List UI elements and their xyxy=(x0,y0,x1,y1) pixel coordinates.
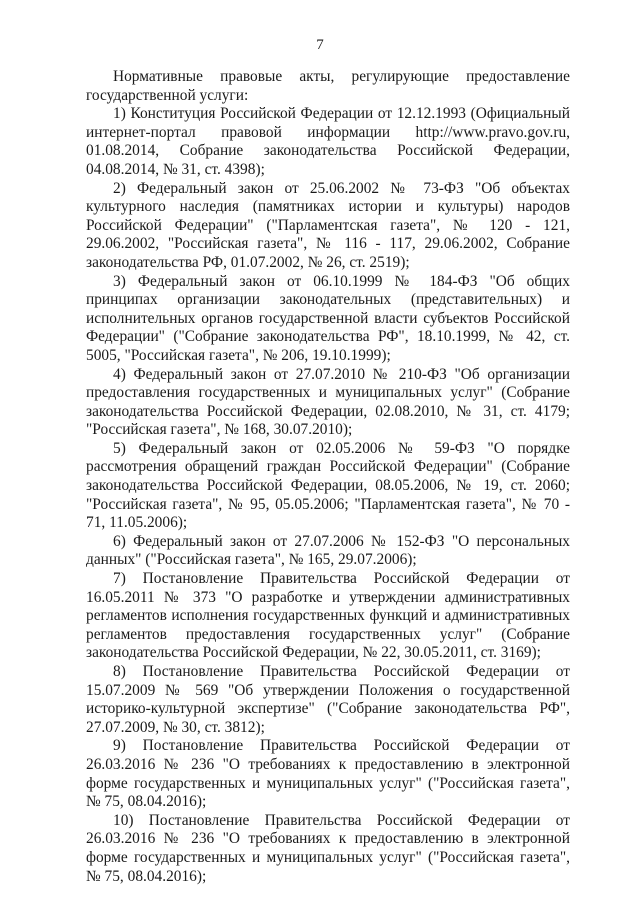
intro-paragraph: Нормативные правовые акты, регулирующие предоставление государственной услуги: xyxy=(86,68,570,104)
document-body xyxy=(86,68,570,886)
list-item: 10) Постановление Правительства Российской Федерации от 26.03.2016 № 236 "О требованиях к предоставлению в электронной форме государственных и муниципальных услуг" ("Российская газета", № 75, 08.04.2016); xyxy=(86,811,570,885)
list-item: 4) Федеральный закон от 27.07.2010 № 210-ФЗ "Об организации предоставления государственных и муниципальных услуг" (Собрание законодательства Российской Федерации, 02.08.2010, № 31, ст. 4179; "Российская газета", № 168, 30.07.2010); xyxy=(86,365,570,439)
list-item: 6) Федеральный закон от 27.07.2006 № 152-ФЗ "О персональных данных" ("Российская газета", № 165, 29.07.2006); xyxy=(86,532,570,569)
page-number: 7 xyxy=(316,37,324,53)
list-item: 3) Федеральный закон от 06.10.1999 № 184-ФЗ "Об общих принципах организации законодательных (представительных) и исполнительных органов государственной власти субъектов Российской Федерации" ("Собрание законодательства РФ", 18.10.1999, № 42, ст. 5005, "Российская газета", № 206, 19.10.1999); xyxy=(86,272,570,364)
list-item: 7) Постановление Правительства Российской Федерации от 16.05.2011 № 373 "О разработке и утверждении административных регламентов исполнения государственных функций и административных регламентов предоставления государственных услуг" (Собрание законодательства Российской Федерации, № 22, 30.05.2011, ст. 3169); xyxy=(86,570,570,662)
list-item: 9) Постановление Правительства Российской Федерации от 26.03.2016 № 236 "О требованиях к предоставлению в электронной форме государственных и муниципальных услуг" ("Российская газета", № 75, 08.04.2016); xyxy=(86,737,570,811)
list-item: 5) Федеральный закон от 02.05.2006 № 59-ФЗ "О порядке рассмотрения обращений граждан Российской Федерации" (Собрание законодательства Российской Федерации, 08.05.2006, № 19, ст. 2060; "Российская газета", № 95, 05.05.2006; "Парламентская газета", № 70 - 71, 11.05.2006); xyxy=(86,439,570,532)
list-item: 8) Постановление Правительства Российской Федерации от 15.07.2009 № 569 "Об утверждении Положения о государственной историко-культурной экспертизе" ("Собрание законодательства РФ", 27.07.2009, № 30, ст. 3812); xyxy=(86,663,570,736)
list-item: 1) Конституция Российской Федерации от 12.12.1993 (Официальный интернет-портал правовой информации http://www.pravo.gov.ru, 01.08.2014, Собрание законодательства Российской Федерации, 04.08.2014, № 31, ст. 4398); xyxy=(86,105,570,178)
list-item: 2) Федеральный закон от 25.06.2002 № 73-ФЗ "Об объектах культурного наследия (памятниках истории и культуры) народов Российской Федерации" ("Парламентская газета", № 120 - 121, 29.06.2002, "Российская газета", № 116 - 117, 29.06.2002, Собрание законодательства РФ, 01.07.2002, № 26, ст. 2519); xyxy=(86,179,570,271)
